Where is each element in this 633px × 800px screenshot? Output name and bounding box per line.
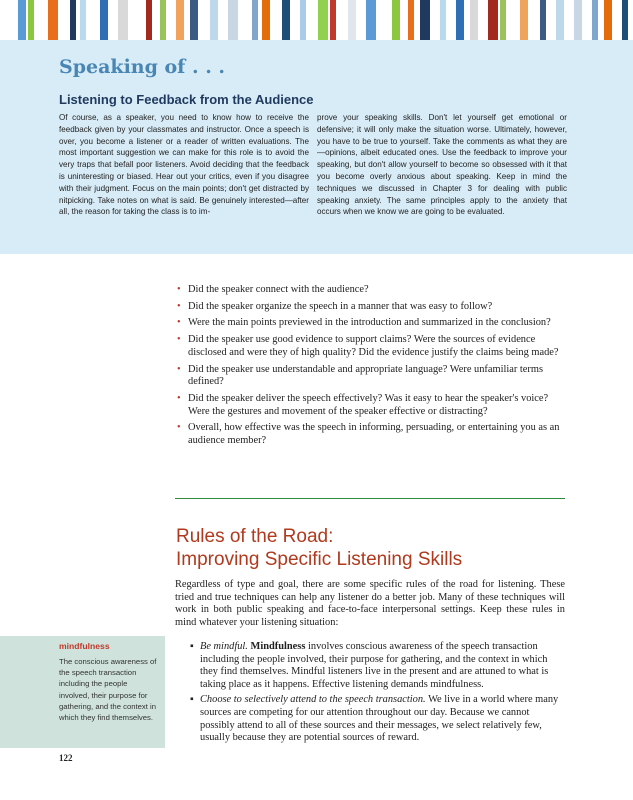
question-item — [175, 422, 565, 447]
square-bullet-icon: ▪ — [190, 641, 194, 652]
rule-heading: Be mindful. — [200, 641, 248, 652]
decorative-stripe — [488, 0, 498, 40]
section-divider — [175, 498, 565, 499]
decorative-stripe — [622, 0, 628, 40]
question-item — [175, 364, 565, 389]
decorative-stripe — [210, 0, 218, 40]
decorative-stripe — [592, 0, 598, 40]
decorative-stripe — [48, 0, 58, 40]
bullet-icon: • — [177, 363, 181, 375]
decorative-stripe — [262, 0, 270, 40]
bullet-icon: • — [177, 334, 181, 346]
question-text: Did the speaker use understandable and appropriate language? Were unfamiliar terms defined? — [188, 363, 543, 388]
glossary-definition: The conscious awareness of the speech transaction including the people involved, their purpose for gathering, and the context in which they find themselves. — [59, 657, 157, 723]
question-text: Did the speaker organize the speech in a manner that was easy to follow? — [188, 300, 493, 312]
bullet-icon: • — [177, 317, 181, 329]
decorative-stripe — [70, 0, 76, 40]
decorative-stripe — [118, 0, 128, 40]
box-column-left: Of course, as a speaker, you need to know how to receive the feedback given by your classmates and instructor. Once a speech is over, you become a listener or a reader of written evaluations. The most important suggestion we can make for this role is to avoid the very traps that befall poor listeners. Avoid deciding that the feedback is uninteresting or biased. Hear out your critics, even if you disagree with their judgment. Focus on the main points; don't get distracted by nitpicking. Take notes on what is said. Be genuinely interested—after all, the reason for taking the class is to im- — [59, 113, 309, 217]
rule-heading: Choose to selectively attend to the speech transaction. — [200, 694, 426, 706]
decorative-stripe — [282, 0, 290, 40]
decorative-stripe — [146, 0, 152, 40]
box-title: Speaking of . . . — [59, 56, 226, 78]
decorative-stripe — [330, 0, 336, 40]
question-text: Were the main points previewed in the introduction and summarized in the conclusion? — [188, 317, 551, 329]
decorative-stripe — [228, 0, 238, 40]
decorative-stripe — [80, 0, 86, 40]
decorative-stripe — [366, 0, 376, 40]
decorative-stripe — [574, 0, 582, 40]
square-bullet-icon: ▪ — [190, 694, 194, 706]
question-text: Did the speaker deliver the speech effectively? Was it easy to hear the speaker's voice? Were the gestures and movement of the speaker effective or distracting? — [188, 392, 549, 417]
decorative-stripe-bar — [0, 0, 633, 40]
question-text: Overall, how effective was the speech in informing, persuading, or entertaining you as an audience member? — [188, 422, 560, 447]
page-number: 122 — [59, 753, 73, 763]
decorative-stripe — [440, 0, 446, 40]
decorative-stripe — [318, 0, 328, 40]
evaluation-questions-list — [175, 284, 565, 452]
question-item — [175, 317, 565, 330]
question-item — [175, 334, 565, 359]
question-text: Did the speaker use good evidence to support claims? Were the sources of evidence disclosed and were they of high quality? Did the evidence justify the claims being made? — [188, 334, 559, 358]
decorative-stripe — [252, 0, 258, 40]
decorative-stripe — [18, 0, 26, 40]
decorative-stripe — [348, 0, 356, 40]
bullet-icon: • — [177, 300, 181, 312]
question-item — [175, 301, 565, 314]
decorative-stripe — [100, 0, 108, 40]
key-term: Mindfulness — [250, 641, 306, 652]
question-item — [175, 393, 565, 418]
section-title-line1: Rules of the Road: — [176, 526, 334, 547]
bullet-icon: • — [177, 392, 181, 404]
bullet-icon: • — [177, 284, 181, 295]
rule-item — [190, 641, 565, 691]
decorative-stripe — [408, 0, 414, 40]
glossary-term: mindfulness — [59, 641, 110, 651]
decorative-stripe — [500, 0, 506, 40]
decorative-stripe — [470, 0, 478, 40]
decorative-stripe — [190, 0, 198, 40]
section-intro: Regardless of type and goal, there are some specific rules of the road for listening. These tried and true techniques can help any listener do a better job. Many of these techniques will work in both public speaking and face-to-face interpersonal settings. Keep these rules in mind whatever your listening situation: — [175, 579, 565, 628]
decorative-stripe — [456, 0, 464, 40]
decorative-stripe — [520, 0, 528, 40]
decorative-stripe — [300, 0, 306, 40]
section-title — [176, 525, 576, 571]
decorative-stripe — [28, 0, 34, 40]
question-text: Did the speaker connect with the audience? — [188, 284, 369, 295]
decorative-stripe — [556, 0, 564, 40]
box-column-right: prove your speaking skills. Don't let yourself get emotional or defensive; it will only make the situation worse. Ultimately, however, you have to be true to yourself. Take the comments as what they are—opinions, albeit educated ones. Use the feedback to improve your speaking, but don't allow yourself to become so obsessed with it that you become overly anxious about speaking. Keep in mind the techniques we discussed in Chapter 3 for dealing with public speaking anxiety. The same principles apply to the anxiety that occurs when we know we are going to be evaluated. — [317, 113, 567, 217]
decorative-stripe — [540, 0, 546, 40]
rule-item — [190, 694, 565, 744]
box-subtitle: Listening to Feedback from the Audience — [59, 92, 314, 107]
rules-list — [190, 641, 565, 748]
question-item — [175, 284, 565, 297]
decorative-stripe — [420, 0, 430, 40]
decorative-stripe — [160, 0, 166, 40]
rule-text: We live in a world where many sources are competing for our attention throughout our day. Because we cannot possibly attend to all of these sources and their messages, we select relatively few, usually because they are potential sources of reward. — [200, 694, 559, 744]
decorative-stripe — [176, 0, 184, 40]
rule-text: involves conscious awareness of the speech transaction including the people involved, their purpose for gathering, and the context in which they find themselves. Mindful listeners live in the present and are attuned to what is taking place as it happens. Effective listening demands mindfulness. — [200, 641, 549, 690]
decorative-stripe — [604, 0, 612, 40]
section-title-line2: Improving Specific Listening Skills — [176, 549, 463, 570]
decorative-stripe — [392, 0, 400, 40]
bullet-icon: • — [177, 422, 181, 434]
